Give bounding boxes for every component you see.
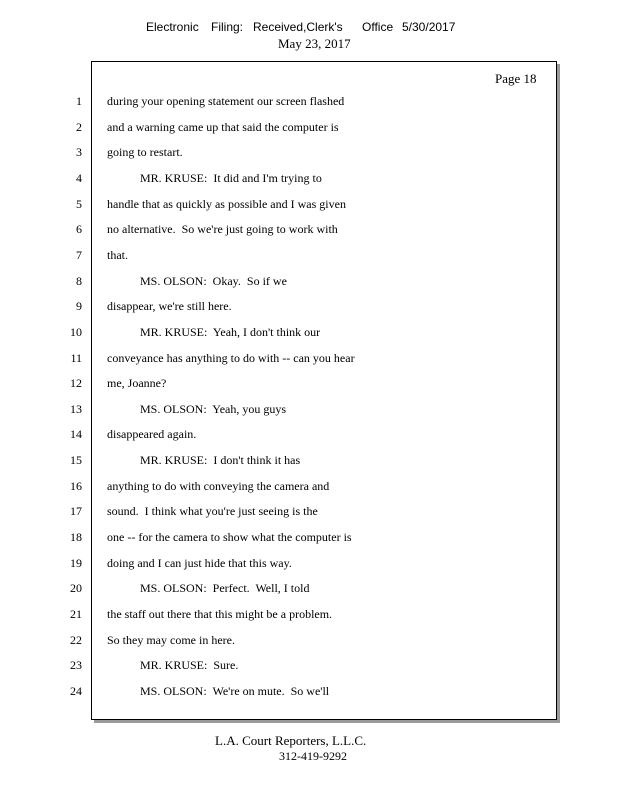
line-number: 9: [76, 299, 82, 313]
line-text: and a warning came up that said the computer is: [107, 120, 339, 134]
line-number: 15: [70, 453, 82, 467]
line-number: 5: [76, 197, 82, 211]
efiling-date: 5/30/2017: [402, 20, 456, 34]
line-number: 8: [76, 274, 82, 288]
line-number: 11: [70, 351, 82, 365]
line-number: 21: [70, 607, 82, 621]
line-text: MS. OLSON: Yeah, you guys: [107, 402, 287, 416]
line-text: disappeared again.: [107, 427, 197, 441]
line-number: 20: [70, 581, 82, 595]
line-number: 23: [70, 658, 82, 672]
line-text: one -- for the camera to show what the computer is: [107, 530, 352, 544]
line-number: 2: [76, 120, 82, 134]
efiling-electronic: Electronic: [146, 20, 199, 34]
line-number: 1: [76, 94, 82, 108]
line-number: 16: [70, 479, 82, 493]
line-text: doing and I can just hide that this way.: [107, 556, 292, 570]
transcript-date: May 23, 2017: [278, 36, 351, 51]
line-text: the staff out there that this might be a problem.: [107, 607, 333, 621]
line-number: 19: [70, 556, 82, 570]
efiling-received: Received,Clerk's: [253, 20, 343, 34]
line-text: MS. OLSON: Perfect. Well, I told: [107, 581, 310, 595]
line-text: MR. KRUSE: I don't think it has: [107, 453, 301, 467]
line-number: 14: [70, 427, 82, 441]
line-number: 6: [76, 222, 82, 236]
line-number: 18: [70, 530, 82, 544]
line-number: 12: [70, 376, 82, 390]
line-number: 13: [70, 402, 82, 416]
line-text: conveyance has anything to do with -- can you hear: [107, 351, 355, 365]
line-text: MR. KRUSE: It did and I'm trying to: [107, 171, 322, 185]
line-text: sound. I think what you're just seeing is the: [107, 504, 318, 518]
line-text: So they may come in here.: [107, 633, 235, 647]
line-number: 10: [70, 325, 82, 339]
line-text: MR. KRUSE: Yeah, I don't think our: [107, 325, 321, 339]
line-text: that.: [107, 248, 128, 262]
line-text: disappear, we're still here.: [107, 299, 232, 313]
line-number: 7: [76, 248, 82, 262]
line-text: no alternative. So we're just going to work with: [107, 222, 338, 236]
footer-phone: 312-419-9292: [279, 749, 347, 763]
line-number: 4: [76, 171, 82, 185]
line-number: 17: [70, 504, 82, 518]
line-number: 3: [76, 145, 82, 159]
line-text: going to restart.: [107, 145, 183, 159]
line-number: 24: [70, 684, 82, 698]
line-text: me, Joanne?: [107, 376, 167, 390]
efiling-filing: Filing:: [211, 20, 244, 34]
line-text: MS. OLSON: Okay. So if we: [107, 274, 287, 288]
line-text: handle that as quickly as possible and I was given: [107, 197, 346, 211]
footer-company: L.A. Court Reporters, L.L.C.: [215, 733, 367, 748]
efiling-office: Office: [362, 20, 394, 34]
line-text: anything to do with conveying the camera and: [107, 479, 330, 493]
page-number: Page 18: [495, 71, 537, 86]
line-text: MR. KRUSE: Sure.: [107, 658, 239, 672]
line-text: MS. OLSON: We're on mute. So we'll: [107, 684, 330, 698]
line-number: 22: [70, 633, 82, 647]
line-text: during your opening statement our screen flashed: [107, 94, 345, 108]
